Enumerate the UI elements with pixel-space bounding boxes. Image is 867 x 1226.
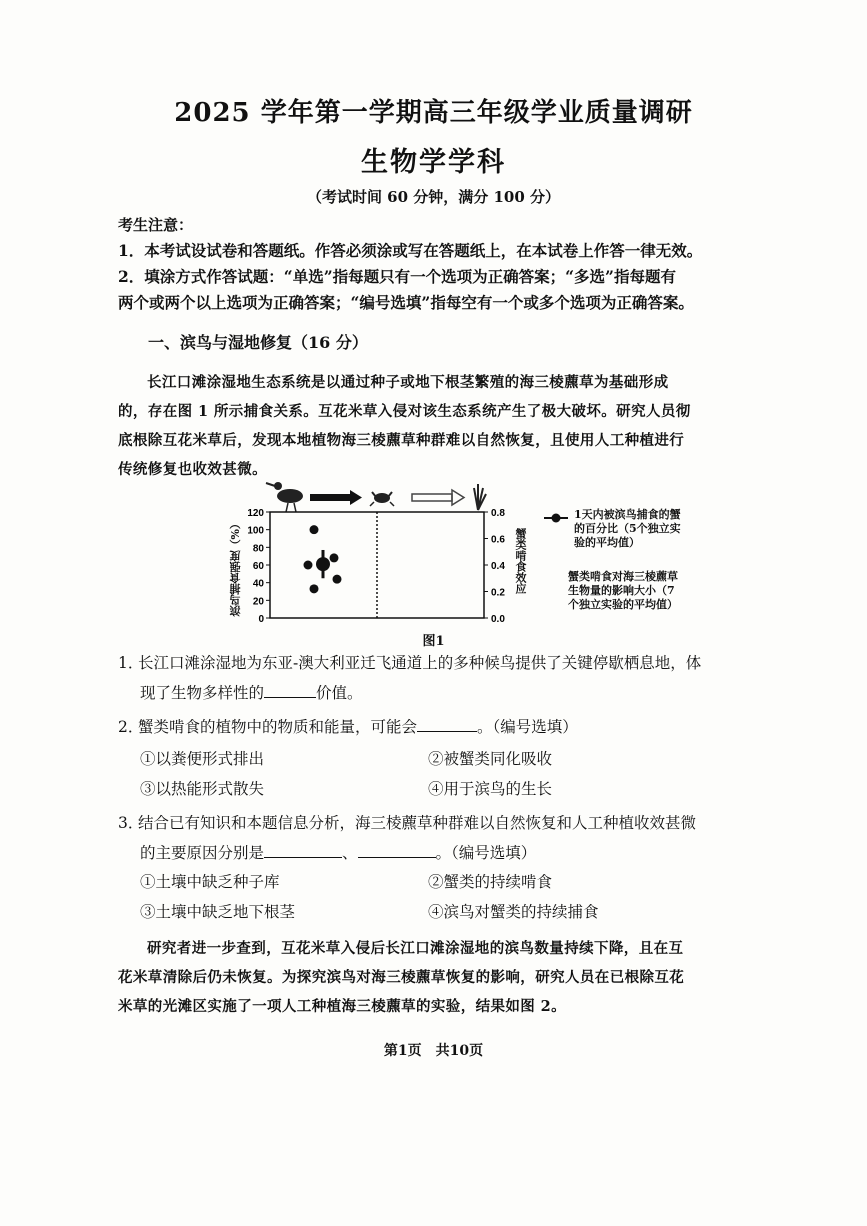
legend-1-text: 1天内被滨鸟捕食的蟹的百分比（5个独立实验的平均值） [574,508,681,549]
left-axis-label: 滨鸟捕食强度（%） [229,518,242,617]
q3-option-3: ③土壤中缺乏地下根茎 [140,903,296,921]
q3-tail: 。（编号选填） [435,844,537,862]
left-tick-label: 120 [247,508,264,519]
data-point [310,584,319,593]
left-axis [247,508,270,625]
right-tick-label: 0.4 [491,561,505,572]
q2-stem: 蟹类啃食的植物中的物质和能量，可能会 [138,718,418,736]
left-tick-label: 100 [247,525,264,537]
exam-info: （考试时间 60 分钟，满分 100 分） [306,188,561,206]
data-point [330,553,339,562]
data-point [304,561,313,570]
q3-option-1: ①土壤中缺乏种子库 [140,873,280,891]
left-tick-label: 0 [258,614,264,625]
left-tick-label: 80 [252,543,264,555]
figure-1 [226,478,686,650]
followup-line-3: 米草的光滩区实施了一项人工种植海三棱藨草的实验，结果如图 2。 [118,998,567,1015]
q2-option-1: ①以粪便形式排出 [140,750,265,768]
right-tick-label: 0.8 [491,508,505,519]
answer-blank[interactable] [417,715,477,732]
followup-line-1: 研究者进一步查到，互花米草入侵后长江口滩涂湿地的滨鸟数量持续下降，且在互 [147,940,684,957]
q3-line1: 结合已有知识和本题信息分析，海三棱藨草种群难以自然恢复和人工种植收效甚微 [138,814,697,832]
followup-line-2: 花米草清除后仍未恢复。为探究滨鸟对海三棱藨草恢复的影响，研究人员在已根除互花 [118,969,685,986]
notice-item-2-line2: 两个或两个以上选项为正确答案；“编号选填”指每空有一个或多个选项为正确答案。 [118,293,694,312]
question-number: 2． [118,718,144,736]
intro-line-1: 长江口滩涂湿地生态系统是以通过种子或地下根茎繁殖的海三棱藨草为基础形成 [147,374,669,391]
notice-item-1: 1．本考试设试卷和答题纸。作答必须涂或写在答题纸上，在本试卷上作答一律无效。 [118,241,703,260]
data-point [310,525,319,534]
q1-line2b: 价值。 [316,684,363,702]
intro-line-3: 底根除互花米草后，发现本地植物海三棱藨草种群难以自然恢复，且使用人工种植进行 [118,432,685,449]
notice-heading: 考生注意： [118,216,194,234]
q3-line2a: 的主要原因分别是 [140,844,265,862]
answer-blank[interactable] [358,841,436,858]
right-axis-label: 蟹类啃食效应 [514,528,527,594]
q1-line2a: 现了生物多样性的 [140,684,265,702]
legend-marker [552,514,561,523]
question-number: 3． [118,814,144,832]
right-tick-label: 0.2 [491,587,505,599]
q2-option-3: ③以热能形式散失 [140,780,265,798]
answer-blank[interactable] [264,841,342,858]
question-1 [118,648,748,708]
plant-icon [474,484,486,510]
left-tick-label: 40 [252,578,264,590]
question-number: 1． [118,654,144,672]
notice-item-2-line1: 2．填涂方式作答试题：“单选”指每题只有一个选项为正确答案；“多选”指每题有 [118,267,676,286]
left-tick-label: 60 [252,561,264,572]
data-points [304,525,342,593]
subject-title: 生物学学科 [361,147,506,178]
arrow-icon [412,490,464,505]
exam-title: 2025 学年第一学期高三年级学业质量调研 [174,98,693,128]
left-tick-label: 20 [252,596,264,608]
right-tick-label: 0.6 [491,534,505,546]
figure-1-svg [226,478,686,650]
q3-option-2: ②蟹类的持续啃食 [428,873,553,891]
data-point [333,575,342,584]
question-3 [118,808,748,868]
q3-option-4: ④滨鸟对蟹类的持续捕食 [428,903,599,921]
q2-option-4: ④用于滨鸟的生长 [428,780,553,798]
question-2 [118,712,748,742]
figure-1-caption: 图1 [422,634,445,649]
intro-line-4: 传统修复也收效甚微。 [118,461,267,478]
q1-line1: 长江口滩涂湿地为东亚-澳大利亚迁飞通道上的多种候鸟提供了关键停歇栖息地，体 [138,654,702,672]
bird-icon [266,482,303,512]
intro-line-2: 的，存在图 1 所示捕食关系。互花米草入侵对该生态系统产生了极大破坏。研究人员彻 [118,403,691,420]
page-footer: 第1页 共10页 [383,1043,484,1059]
answer-blank[interactable] [264,681,316,698]
q2-option-2: ②被蟹类同化吸收 [428,750,553,768]
section-heading: 一、滨鸟与湿地修复（16 分） [148,333,368,352]
right-axis [484,508,505,625]
q2-tail: 。（编号选填） [477,718,578,736]
q3-sep: 、 [342,844,358,862]
right-tick-label: 0.0 [491,614,505,625]
legend-2-text: 蟹类啃食对海三棱藨草生物量的影响大小（7个独立实验的平均值） [568,570,678,611]
arrow-icon [310,490,362,505]
crab-icon [370,492,394,506]
mean-point [316,557,330,571]
